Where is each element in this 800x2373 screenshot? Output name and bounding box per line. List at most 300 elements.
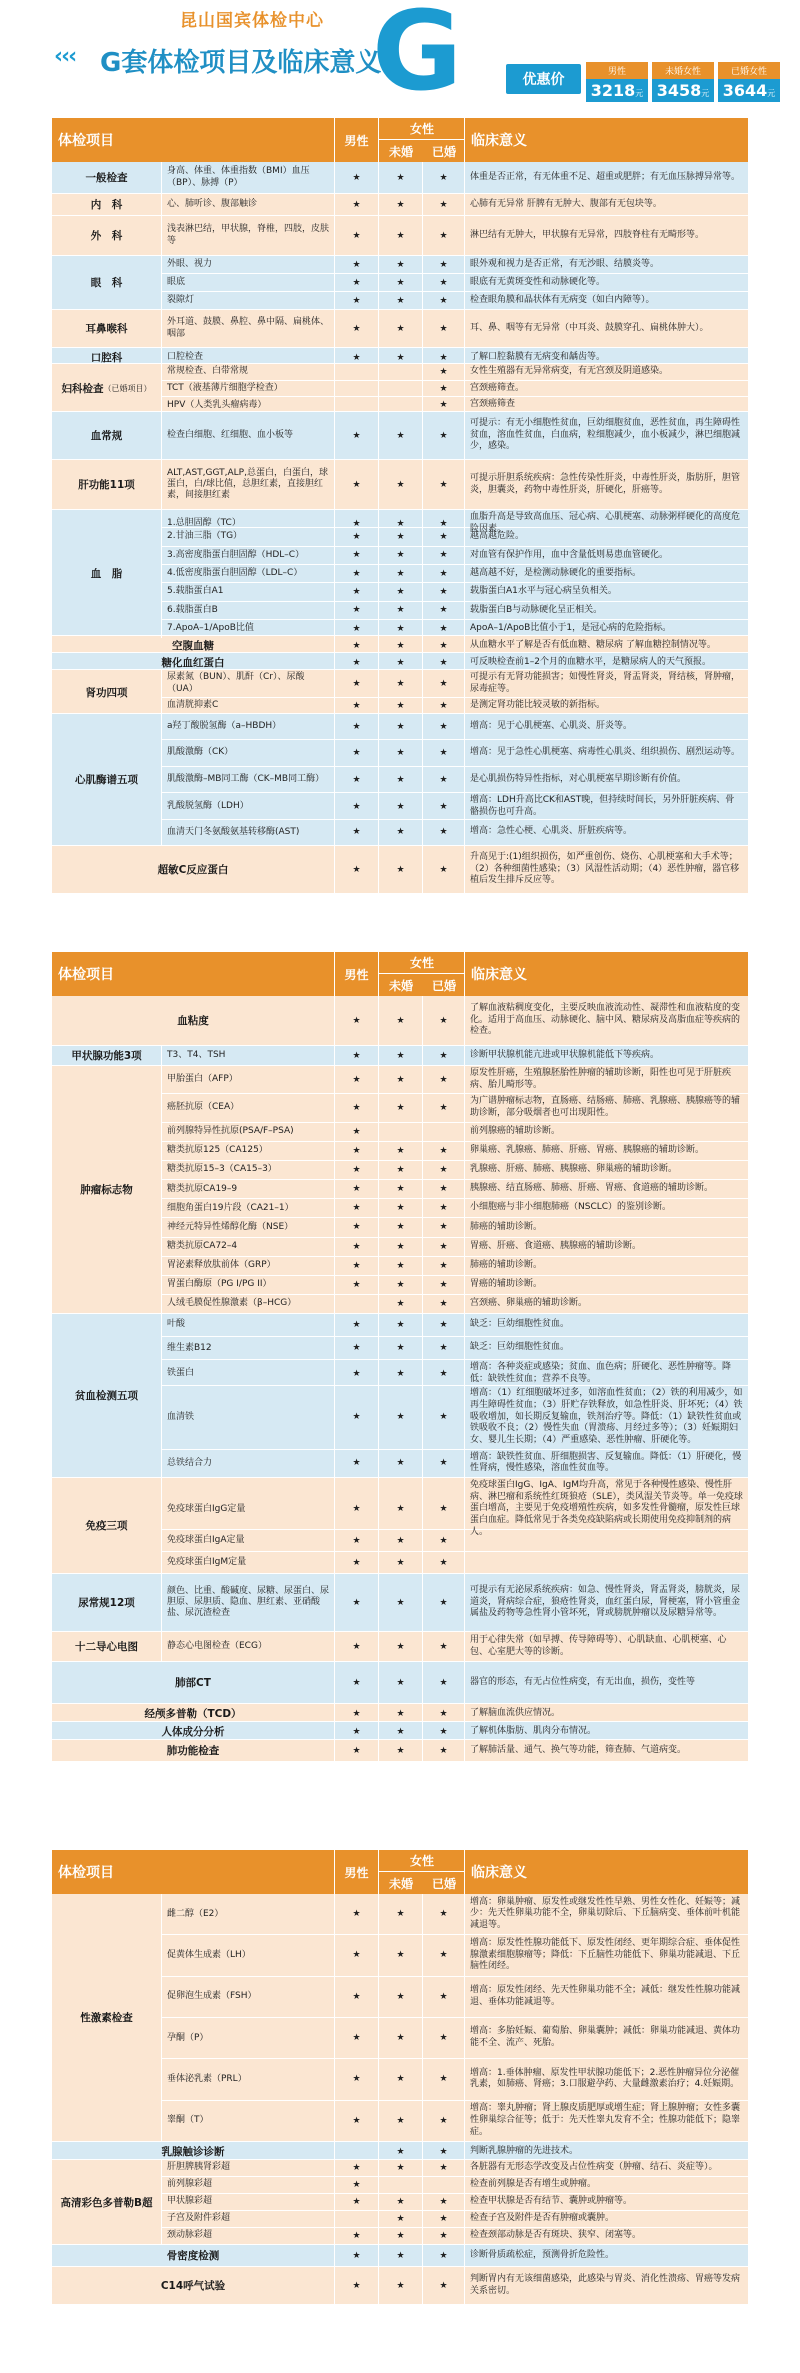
clinical-meaning: 判断胃内有无该细菌感染，此感染与胃炎、消化性溃疡、胃癌等发病关系密切。 [470, 2273, 741, 2296]
male-mark: ★ [335, 846, 379, 893]
exam-item: 外眼、视力 [162, 256, 335, 273]
married-mark [423, 2177, 465, 2193]
exam-item: 7.ApoA–1/ApoB比值 [162, 620, 335, 637]
exam-item: 5.载脂蛋白A1 [162, 583, 335, 600]
exam-item: 肌酸激酶–MB同工酶（CK–MB同工酶） [162, 767, 335, 792]
col-married-header: 已婚 [431, 1876, 456, 1891]
clinical-meaning: 增高：卵巢肿瘤、原发性或继发性性早熟、男性女性化、妊娠等；减少：先天性卵巢功能不全，卵巢切除后、下丘脑病变、垂体前叶机能减退等。 [470, 1896, 741, 1930]
clinical-meaning: 原发性肝癌，生殖腺胚胎性肿瘤的辅助诊断，阳性也可见于肝脏疾病、胎儿畸形等。 [470, 1068, 732, 1090]
clinical-meaning: 肺癌的辅助诊断。 [470, 1259, 543, 1270]
married-mark: ★ [423, 1142, 465, 1160]
group-rows [162, 194, 748, 215]
married-mark: ★ [423, 2194, 465, 2210]
unmarried-mark: ★ [379, 547, 423, 564]
clinical-meaning: 增高：LDH升高比CK和AST晚，但持续时间长，另外肝脏疾病、骨骼损伤也可升高。 [470, 795, 735, 817]
married-mark: ★ [423, 1199, 465, 1217]
married-mark: ★ [423, 670, 465, 697]
male-mark: ★ [335, 636, 379, 655]
exam-item: 叶酸 [162, 1314, 335, 1336]
married-mark: ★ [423, 1574, 465, 1631]
table-row [162, 740, 748, 766]
male-mark: ★ [335, 1142, 379, 1160]
exam-group [52, 460, 748, 510]
table-row [162, 364, 748, 381]
married-mark: ★ [423, 310, 465, 347]
unmarried-mark [379, 2177, 423, 2193]
exam-item: 1.总胆固醇（TC） [162, 510, 335, 537]
table-row [335, 2267, 748, 2304]
unmarried-mark: ★ [379, 1066, 423, 1093]
clinical-meaning: 用于心律失常（如早搏、传导障碍等）、心肌缺血、心肌梗塞、心包、心室肥大等的诊断。 [470, 1634, 727, 1657]
married-mark: ★ [423, 2245, 465, 2266]
package-letter: G [372, 0, 463, 115]
exam-group [52, 1740, 748, 1762]
unmarried-mark: ★ [379, 1337, 423, 1359]
price-married-label: 已婚女性 [718, 62, 780, 79]
male-mark: ★ [335, 767, 379, 792]
group-name [52, 1066, 162, 1313]
clinical-meaning: 越高越危险。 [470, 531, 525, 542]
group-name [52, 1662, 335, 1703]
clinical-meaning: 可提示肝胆系统疾病：急性传染性肝炎，中毒性肝炎，脂肪肝，胆管炎，胆囊炎，药物中毒性肝炎，肝硬化，肝癌等。 [470, 472, 741, 495]
unmarried-mark: ★ [379, 1276, 423, 1294]
married-mark: ★ [423, 1337, 465, 1359]
married-mark: ★ [423, 1238, 465, 1256]
group-name-text: 外 科 [90, 230, 123, 242]
exam-item: 静态心电图检查（ECG） [162, 1632, 335, 1661]
group-name [52, 310, 162, 347]
married-mark: ★ [423, 256, 465, 273]
group-name-text: 尿常规12项 [78, 1597, 135, 1609]
unmarried-mark: ★ [379, 1662, 423, 1703]
exam-item: HPV（人类乳头瘤病毒） [162, 397, 335, 413]
table-row [162, 2160, 748, 2177]
exam-item: 细胞角蛋白19片段（CA21–1） [162, 1199, 335, 1217]
table-row [335, 2245, 748, 2266]
table-row [162, 1360, 748, 1386]
exam-item: 免疫球蛋白IgG定量 [162, 1478, 335, 1540]
male-mark: ★ [335, 714, 379, 739]
table-row [335, 1722, 748, 1741]
group-name-text: 甲状腺功能3项 [71, 1050, 142, 1062]
table-row [162, 1530, 748, 1552]
group-rows [162, 1632, 748, 1661]
unmarried-mark: ★ [379, 2245, 423, 2266]
unmarried-mark: ★ [379, 2228, 423, 2244]
table-row [162, 460, 748, 509]
exam-item: 血清铁 [162, 1386, 335, 1448]
married-mark: ★ [423, 1360, 465, 1387]
group-rows [162, 162, 748, 193]
group-rows [335, 996, 748, 1045]
exam-group [52, 996, 748, 1046]
clinical-meaning: 增高：1.垂体肿瘤、原发性甲状腺功能低下；2.恶性肿瘤异位分泌催乳素，如肺癌、肾癌；3.口服避孕药、大量雌激素治疗；4.妊娠期。 [470, 2067, 740, 2090]
male-mark: ★ [335, 1977, 379, 2017]
unmarried-mark [379, 1123, 423, 1141]
clinical-meaning: 了解脑血流供应情况。 [470, 1707, 561, 1718]
unmarried-mark: ★ [379, 412, 423, 459]
group-rows [162, 2160, 748, 2244]
exam-item: 乳酸脱氢酶（LDH） [162, 793, 335, 820]
unmarried-mark: ★ [379, 1552, 423, 1573]
male-mark: ★ [335, 274, 379, 291]
group-rows [162, 460, 748, 509]
table-row [162, 698, 748, 714]
male-mark: ★ [335, 1704, 379, 1723]
unmarried-mark: ★ [379, 740, 423, 765]
clinical-meaning: 体重是否正常，有无体重不足、超重或肥胖；有无血压脉搏异常等。 [470, 171, 741, 182]
clinical-meaning: 胰腺癌、结直肠癌、肺癌、肝癌、胃癌、食道癌的辅助诊断。 [470, 1183, 714, 1194]
clinical-meaning: 缺乏：巨幼细胞性贫血。 [470, 1319, 570, 1330]
male-mark: ★ [335, 460, 379, 509]
married-mark: ★ [423, 274, 465, 291]
unmarried-mark: ★ [379, 583, 423, 600]
male-mark: ★ [335, 1218, 379, 1236]
group-name-text: 空腹血糖 [172, 640, 214, 652]
male-mark [335, 2142, 379, 2161]
group-name [52, 1704, 335, 1723]
exam-item: 前列腺彩超 [162, 2177, 335, 2193]
married-mark: ★ [423, 714, 465, 739]
group-name-text: 心肌酶谱五项 [75, 774, 138, 786]
group-rows [162, 1046, 748, 1065]
group-rows [335, 1704, 748, 1723]
male-mark: ★ [335, 820, 379, 845]
clinical-meaning: 检查颈部动脉是否有斑块、狭窄、闭塞等。 [470, 2230, 642, 2241]
clinical-meaning: 女性生殖器有无异常病变，有无宫颈及阴道感染。 [470, 366, 669, 376]
clinical-meaning: 越高越不好，是检测动脉硬化的重要指标。 [470, 567, 642, 578]
table-row [335, 846, 748, 893]
male-mark: ★ [335, 528, 379, 545]
table-row [162, 381, 748, 398]
unmarried-mark: ★ [379, 1704, 423, 1723]
table-row [162, 1935, 748, 1976]
exam-group [52, 653, 748, 670]
table-row [162, 412, 748, 459]
group-name [52, 1046, 162, 1065]
exam-group [52, 1046, 748, 1066]
male-mark: ★ [335, 1740, 379, 1761]
male-mark: ★ [335, 1530, 379, 1551]
married-mark: ★ [423, 1314, 465, 1336]
exam-item: 肌酸激酶（CK） [162, 740, 335, 765]
unmarried-mark: ★ [379, 846, 423, 893]
unmarried-mark [379, 397, 423, 413]
married-mark: ★ [423, 412, 465, 459]
married-mark: ★ [423, 2211, 465, 2227]
male-mark: ★ [335, 412, 379, 459]
exam-item: 人绒毛膜促性腺激素（β–HCG） [162, 1295, 335, 1313]
male-mark [335, 1295, 379, 1313]
table-row [162, 583, 748, 601]
unmarried-mark: ★ [379, 1574, 423, 1631]
unmarried-mark: ★ [379, 2160, 423, 2176]
table-row [162, 1066, 748, 1094]
col-female-label: 女性 [379, 952, 465, 974]
group-name [52, 2142, 335, 2161]
exam-item: 外耳道、鼓膜、鼻腔、鼻中隔、扁桃体、咽部 [162, 310, 335, 347]
married-mark: ★ [423, 2267, 465, 2304]
exam-item: 6.载脂蛋白B [162, 602, 335, 619]
unmarried-mark: ★ [379, 1894, 423, 1934]
male-mark: ★ [335, 1894, 379, 1934]
married-mark: ★ [423, 1218, 465, 1236]
exam-item: 肝胆脾胰肾彩超 [162, 2160, 335, 2176]
table-row [162, 767, 748, 793]
unmarried-mark: ★ [379, 1180, 423, 1198]
clinical-meaning: 增高：睾丸肿瘤；肾上腺皮质肥厚或增生症；肾上腺肿瘤；女性多囊性卵巢综合征等；低于：先天性睾丸发育不全；性腺功能低下；隐睾症。 [470, 2103, 741, 2137]
unmarried-mark [379, 364, 423, 380]
unmarried-mark: ★ [379, 767, 423, 792]
clinical-meaning: ApoA–1/ApoB比值小于1，是冠心病的危险指标。 [470, 622, 672, 633]
table-row [162, 2177, 748, 2194]
group-name [52, 996, 335, 1045]
group-name [52, 162, 162, 193]
male-mark: ★ [335, 793, 379, 820]
unmarried-mark: ★ [379, 1360, 423, 1387]
table-row [162, 256, 748, 274]
clinical-meaning: 增高：各种炎症或感染；贫血、血色病；肝硬化、恶性肿瘤等。降低：缺铁性贫血；营养不良等。 [470, 1362, 732, 1384]
unmarried-mark: ★ [379, 2101, 423, 2141]
clinical-meaning: 眼外观和视力是否正常，有无沙眼、结膜炎等。 [470, 258, 660, 269]
exam-item: ALT,AST,GGT,ALP,总蛋白，白蛋白，球蛋白，白/球比值，总胆红素，直接胆红素，间接胆红素 [162, 460, 335, 509]
married-mark: ★ [423, 1094, 465, 1121]
married-mark: ★ [423, 216, 465, 255]
group-name-text: 乳腺触诊诊断 [161, 2146, 225, 2158]
male-mark: ★ [335, 1238, 379, 1256]
married-mark: ★ [423, 1066, 465, 1093]
unmarried-mark: ★ [379, 1722, 423, 1741]
arrows-icon: ‹‹‹ [54, 44, 76, 69]
table-row [162, 2101, 748, 2141]
male-mark [335, 381, 379, 397]
clinical-meaning: 增高：原发性闭经、先天性卵巢功能不全；减低：继发性性腺功能减退、垂体功能减退等。 [470, 1985, 741, 2007]
married-mark: ★ [423, 1530, 465, 1551]
group-rows [162, 1314, 748, 1477]
table-row [335, 996, 748, 1045]
male-mark: ★ [335, 2228, 379, 2244]
table-row [162, 1574, 748, 1631]
clinical-meaning: 耳、鼻、咽等有无异常（中耳炎、鼓膜穿孔、扁桃体肿大）。 [470, 322, 709, 333]
married-mark: ★ [423, 1450, 465, 1477]
male-mark: ★ [335, 1161, 379, 1179]
unmarried-mark: ★ [379, 216, 423, 255]
group-name-note: （已婚项目） [103, 384, 152, 394]
table-row [162, 1238, 748, 1257]
group-rows [162, 1574, 748, 1631]
exam-item: 身高、体重、体重指数（BMI）血压（BP）、脉搏（P） [162, 162, 335, 193]
married-mark: ★ [423, 565, 465, 582]
table-row [162, 292, 748, 309]
unmarried-mark: ★ [379, 1199, 423, 1217]
unmarried-mark: ★ [379, 1314, 423, 1336]
group-name-text: C14呼气试验 [160, 2280, 226, 2292]
clinical-meaning: 前列腺癌的辅助诊断。 [470, 1125, 561, 1136]
group-name [52, 1894, 162, 2141]
male-mark: ★ [335, 2160, 379, 2176]
clinical-meaning: 了解机体脂肪、肌肉分布情况。 [470, 1725, 597, 1736]
col-male-header: 男性 [335, 952, 379, 996]
page-header [0, 0, 800, 115]
group-rows [335, 1740, 748, 1761]
male-mark: ★ [335, 1123, 379, 1141]
unmarried-mark: ★ [379, 653, 423, 672]
exam-group [52, 510, 748, 636]
col-item-header: 体检项目 [52, 1850, 335, 1894]
clinical-meaning: 了解口腔黏膜有无病变和龋齿等。 [470, 351, 606, 362]
group-name-text: 血 脂 [90, 568, 123, 581]
table-section-3 [52, 1850, 748, 2305]
group-rows [335, 2267, 748, 2304]
table-row [162, 1180, 748, 1199]
unmarried-mark: ★ [379, 793, 423, 820]
exam-item: 糖类抗原CA72–4 [162, 1238, 335, 1256]
col-female-header [379, 952, 465, 996]
group-name-text: 骨密度检测 [166, 2250, 220, 2262]
male-mark: ★ [335, 1199, 379, 1217]
clinical-meaning: 宫颈癌筛查。 [470, 382, 525, 393]
clinical-meaning: 判断乳腺肿瘤的先进技术。 [470, 2145, 579, 2156]
unmarried-mark: ★ [379, 1386, 423, 1448]
male-mark: ★ [335, 292, 379, 309]
male-mark: ★ [335, 602, 379, 619]
col-meaning-header: 临床意义 [471, 1865, 527, 1881]
married-mark: ★ [423, 162, 465, 193]
exam-group [52, 2267, 748, 2305]
male-mark: ★ [335, 583, 379, 600]
clinical-meaning: 增高：见于心肌梗塞、心肌炎、肝炎等。 [470, 720, 633, 731]
exam-item: 浅表淋巴结，甲状腺，脊椎，四肢，皮肤等 [162, 216, 335, 255]
married-mark: ★ [423, 653, 465, 672]
table-section-2 [52, 952, 748, 1762]
group-name-text: 眼 科 [90, 277, 123, 289]
exam-item: 血清天门冬氨酸氨基转移酶(AST) [162, 820, 335, 845]
exam-item: 尿素氮（BUN）、肌酐（Cr）、尿酸（UA） [162, 670, 335, 697]
exam-group [52, 194, 748, 216]
table-row [162, 2018, 748, 2059]
table-row [162, 1094, 748, 1122]
unmarried-mark: ★ [379, 714, 423, 739]
male-mark: ★ [335, 1450, 379, 1477]
male-mark: ★ [335, 348, 379, 367]
unmarried-mark: ★ [379, 1740, 423, 1761]
male-mark: ★ [335, 2101, 379, 2141]
clinical-meaning: 增高：见于急性心肌梗塞、病毒性心肌炎、组织损伤、剧烈运动等。 [470, 747, 741, 758]
group-name [52, 2245, 335, 2266]
exam-group [52, 1894, 748, 2142]
exam-group [52, 2142, 748, 2160]
married-mark: ★ [423, 846, 465, 893]
clinical-meaning: 检查前列腺是否有增生或肿瘤。 [470, 2179, 597, 2190]
exam-group [52, 636, 748, 653]
male-mark: ★ [335, 1276, 379, 1294]
col-female-header [379, 118, 465, 162]
married-mark: ★ [423, 1257, 465, 1275]
group-name [52, 460, 162, 509]
married-mark [423, 1123, 465, 1141]
married-mark: ★ [423, 1740, 465, 1761]
male-mark: ★ [335, 653, 379, 672]
table-row [335, 1662, 748, 1703]
exam-item: 铁蛋白 [162, 1360, 335, 1387]
male-mark: ★ [335, 1662, 379, 1703]
unmarried-mark: ★ [379, 292, 423, 309]
table-row [162, 670, 748, 698]
male-mark: ★ [335, 1935, 379, 1975]
unmarried-mark: ★ [379, 310, 423, 347]
table-row [162, 194, 748, 215]
group-name-text: 肺部CT [175, 1677, 211, 1689]
male-mark: ★ [335, 2177, 379, 2193]
group-rows [162, 256, 748, 309]
married-mark: ★ [423, 381, 465, 397]
clinical-meaning: 眼底有无黄斑变性和动脉硬化等。 [470, 276, 606, 287]
clinical-meaning: 是测定肾功能比较灵敏的新指标。 [470, 700, 606, 711]
married-mark: ★ [423, 397, 465, 413]
married-mark: ★ [423, 1276, 465, 1294]
exam-item: 胃蛋白酶原（PG I/PG II） [162, 1276, 335, 1294]
married-mark: ★ [423, 996, 465, 1045]
unmarried-mark: ★ [379, 2018, 423, 2058]
clinical-meaning: 宫颈癌、卵巢癌的辅助诊断。 [470, 1298, 588, 1309]
male-mark: ★ [335, 1094, 379, 1121]
married-mark: ★ [423, 620, 465, 637]
clinical-meaning: 器官的形态，有无占位性病变，有无出血，损伤，变性等 [470, 1676, 696, 1687]
clinical-meaning: 小细胞癌与非小细胞肺癌（NSCLC）的鉴别诊断。 [470, 1202, 672, 1213]
group-rows [162, 364, 748, 413]
clinical-meaning: 缺乏：巨幼细胞性贫血。 [470, 1342, 570, 1353]
price-married-value: 3644元 [718, 79, 780, 102]
table-row [162, 1552, 748, 1573]
clinical-meaning: 乳腺癌、肝癌、肺癌、胰腺癌、卵巢癌的辅助诊断。 [470, 1164, 678, 1175]
group-name [52, 1574, 162, 1631]
unmarried-mark [379, 381, 423, 397]
group-name [52, 714, 162, 845]
exam-item: 颈动脉彩超 [162, 2228, 335, 2244]
col-married-header: 已婚 [431, 144, 456, 159]
unmarried-mark: ★ [379, 1218, 423, 1236]
group-name-text: 肿瘤标志物 [80, 1184, 133, 1196]
married-mark: ★ [423, 1552, 465, 1573]
table-row [162, 602, 748, 620]
clinical-meaning: 血脂升高是导致高血压、冠心病、心肌梗塞、动脉粥样硬化的高度危险因素。 [470, 512, 741, 534]
col-female-header [379, 1850, 465, 1894]
clinical-meaning: 可反映检查前1–2个月的血糖水平，是糖尿病人的天气预报。 [470, 656, 711, 667]
male-mark: ★ [335, 2267, 379, 2304]
group-name-text: 耳鼻喉科 [85, 323, 128, 335]
unmarried-mark: ★ [379, 510, 423, 537]
table-row [162, 397, 748, 413]
unmarried-mark: ★ [379, 2194, 423, 2210]
group-rows [162, 510, 748, 638]
exam-group [52, 348, 748, 364]
table-row [162, 2228, 748, 2244]
married-mark: ★ [423, 364, 465, 380]
unmarried-mark: ★ [379, 1295, 423, 1313]
exam-item: 前列腺特异性抗原(PSA/F–PSA) [162, 1123, 335, 1141]
group-name [52, 1314, 162, 1477]
male-mark: ★ [335, 256, 379, 273]
married-mark: ★ [423, 1704, 465, 1723]
married-mark: ★ [423, 1894, 465, 1934]
group-rows [335, 1722, 748, 1741]
group-name-text: 十二导心电图 [75, 1641, 138, 1653]
male-mark: ★ [335, 1478, 379, 1540]
clinical-meaning: 各脏器有无形态学改变及占位性病变（肿瘤、结石、炎症等）。 [470, 2162, 718, 2173]
unmarried-mark: ★ [379, 1450, 423, 1477]
exam-item: 神经元特异性烯醇化酶（NSE） [162, 1218, 335, 1236]
unmarried-mark: ★ [379, 2211, 423, 2227]
